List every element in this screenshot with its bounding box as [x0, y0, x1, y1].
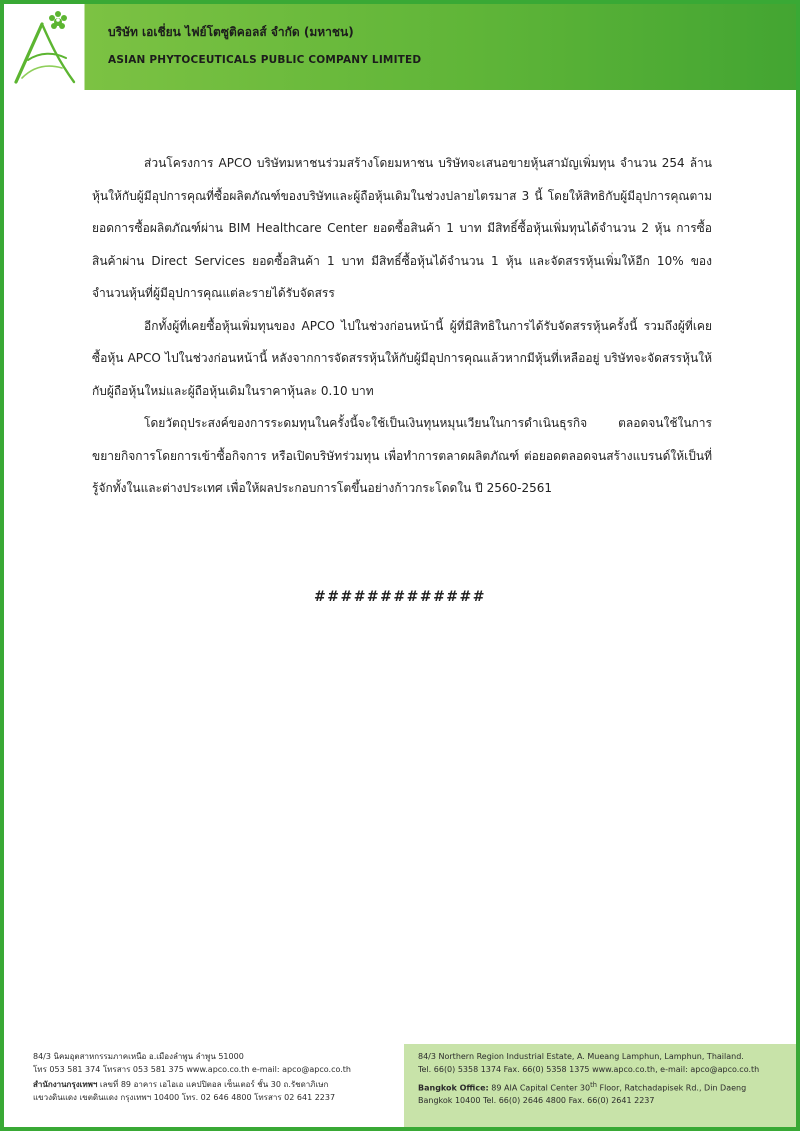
body-paragraph: โดยวัตถุประสงค์ของการระดมทุนในครั้งนี้จะใช้เป็นเงินทุนหมุนเวียนในการดำเนินธุรกิจ ตลอดจนใช้ในการขยายกิจการโดยการเข้าซื้อกิจการ หรือเปิดบริษัทร่วมทุน เพื่อทำการตลาดผลิตภัณฑ์ ต่อยอดตลอดจนสร้างแบรนด์ให้เป็นที่รู้จักทั้งในและต่างประเทศ เพื่อให้ผลประกอบการโตขึ้นอย่างก้าวกระโดดใน ปี 2560-2561	[92, 416, 712, 495]
apco-leaf-a-logo-icon	[8, 8, 82, 88]
footer-bangkok-label-en: Bangkok Office:	[418, 1083, 489, 1093]
footer-bangkok-contact-en: Bangkok 10400 Tel. 66(0) 2646 4800 Fax. 66(0) 2641 2237	[418, 1096, 655, 1106]
footer-bangkok-address-text: เลขที่ 89 อาคาร เอไอเอ แคปปิตอล เซ็นเตอร์ ชั้น 30 ถ.รัชดาภิเษก	[97, 1080, 329, 1090]
footer-bangkok-contact: แขวงดินแดง เขตดินแดง กรุงเทพฯ 10400 โทร. 02 646 4800 โทรสาร 02 641 2237	[33, 1092, 336, 1102]
footer-thai-address	[33, 1051, 403, 1104]
body-paragraph: อีกทั้งผู้ที่เคยซื้อหุ้นเพิ่มทุนของ APCO ไปในช่วงก่อนหน้านี้ ผู้ที่มีสิทธิในการได้รับจัดสรรหุ้นครั้งนี้ รวมถึงผู้ที่เคยซื้อหุ้น APCO ไปในช่วงก่อนหน้านี้ หลังจากการจัดสรรหุ้นให้กับผู้มีอุปการคุณแล้วหากมีหุ้นที่เหลืออยู่ บริษัทจะจัดสรรหุ้นให้กับผู้ถือหุ้นใหม่และผู้ถือหุ้นเดิมในราคาหุ้นละ 0.10 บาท	[92, 318, 712, 398]
footer-bangkok-address-en	[418, 1079, 794, 1095]
footer-factory-contact-en: Tel. 66(0) 5358 1374 Fax. 66(0) 5358 1375 www.apco.co.th, e-mail: apco@apco.co.th	[418, 1064, 760, 1074]
footer-english-address	[418, 1051, 794, 1108]
letterhead-banner	[4, 4, 796, 90]
body-paragraph: ส่วนโครงการ APCO บริษัทมหาชนร่วมสร้างโดยมหาชน บริษัทจะเสนอขายหุ้นสามัญเพิ่มทุน จำนวน 254 ล้านหุ้นให้กับผู้มีอุปการคุณที่ซื้อผลิตภัณฑ์ของบริษัทและผู้ถือหุ้นเดิมในช่วงปลายไตรมาส 3 นี้ โดยให้สิทธิกับผู้มีอุปการคุณตามยอดการซื้อผลิตภัณฑ์ผ่าน BIM Healthcare Center ยอดซื้อสินค้า 1 บาท มีสิทธิ์ซื้อหุ้นเพิ่มทุนได้จำนวน 2 หุ้น การซื้อสินค้าผ่าน Direct Services ยอดซื้อสินค้า 1 บาท มีสิทธิ์ซื้อหุ้นได้จำนวน 1 หุ้น และจัดสรรหุ้นเพิ่มให้อีก 10% ของจำนวนหุ้นที่ผู้มีอุปการคุณแต่ละรายได้รับจัดสรร	[92, 156, 712, 300]
end-separator: #############	[314, 589, 486, 605]
footer-bangkok-label: สำนักงานกรุงเทพฯ	[33, 1080, 98, 1090]
footer-bangkok-address	[33, 1079, 403, 1092]
footer-bangkok-address-en-a: 89 AIA Capital Center 30	[488, 1083, 591, 1093]
company-name-thai: บริษัท เอเชี่ยน ไฟย์โตซูติคอลส์ จำกัด (มหาชน)	[108, 25, 354, 39]
footer-factory-address-en: 84/3 Northern Region Industrial Estate, A. Mueang Lamphun, Lamphun, Thailand.	[418, 1052, 744, 1061]
footer-bangkok-address-en-b: Floor, Ratchadapisek Rd., Din Daeng	[596, 1083, 747, 1093]
footer-floor-suffix: th	[590, 1081, 597, 1090]
letter-body	[92, 147, 712, 505]
footer-factory-address: 84/3 นิคมอุตสาหกรรมภาคเหนือ อ.เมืองลำพูน ลำพูน 51000	[33, 1052, 244, 1061]
company-name-english: ASIAN PHYTOCEUTICALS PUBLIC COMPANY LIMITED	[108, 54, 422, 66]
footer-factory-contact: โทร 053 581 374 โทรสาร 053 581 375 www.apco.co.th e-mail: apco@apco.co.th	[33, 1064, 351, 1074]
